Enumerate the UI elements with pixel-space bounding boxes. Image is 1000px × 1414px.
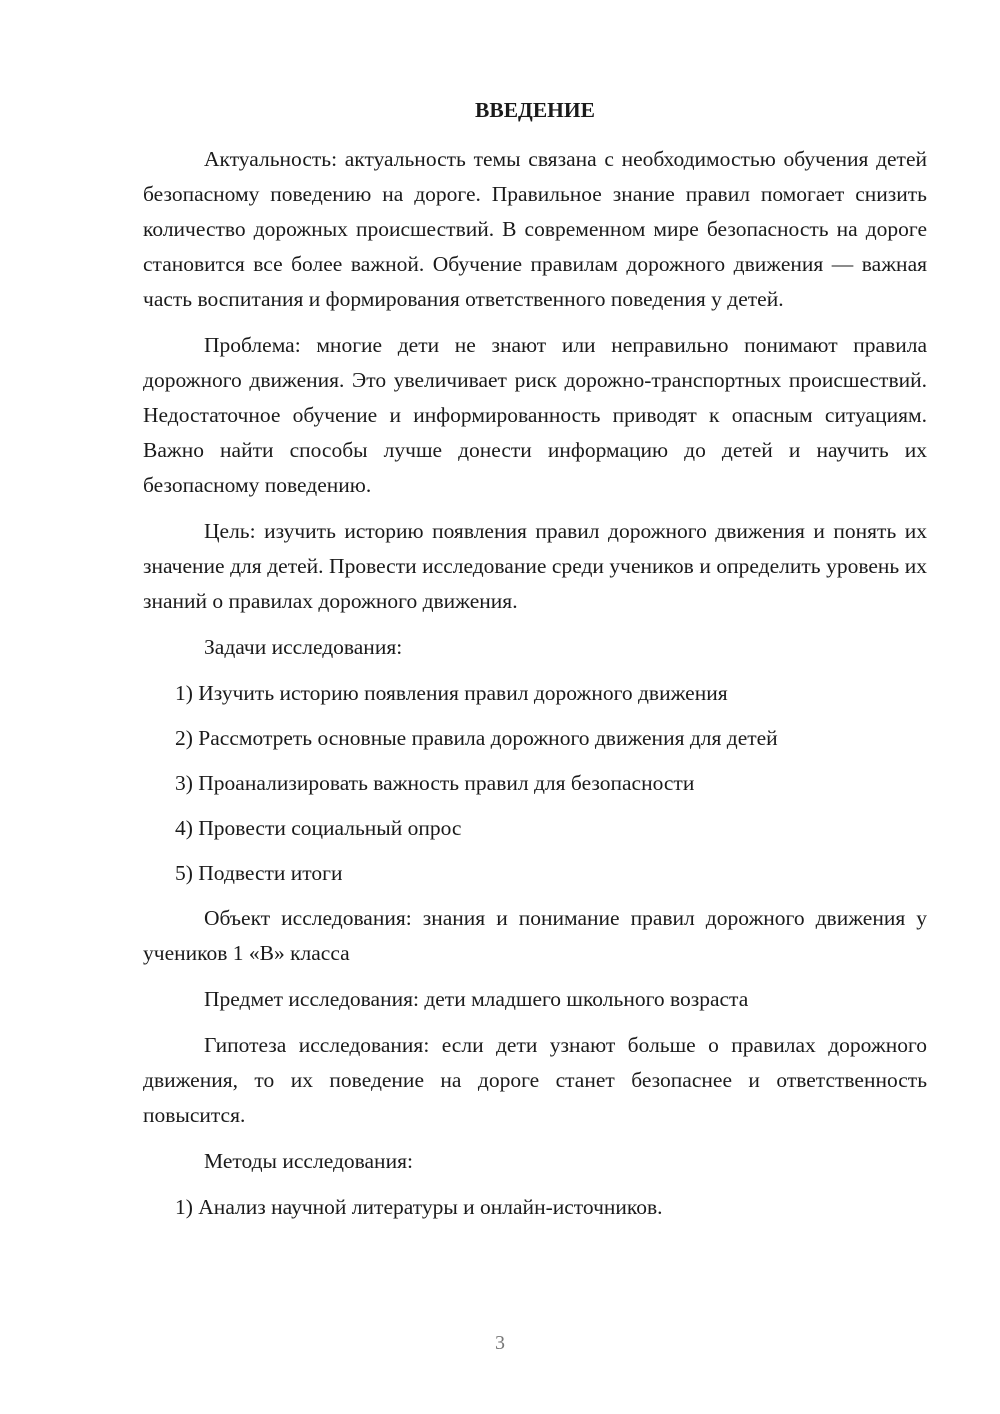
tasks-title: Задачи исследования:: [204, 635, 403, 659]
relevance-paragraph: Актуальность: актуальность темы связана с необходимостью обучения детей безопасному поведению на дороге. Правильное знание правил помогает снизить количество дорожных происшествий. В современном мире безопасность на дороге становится все более важной. Обучение правилам дорожного движения — важная часть воспитания и формирования ответственного поведения у детей.: [143, 147, 927, 311]
task-item: 3) Проанализировать важность правил для безопасности: [175, 771, 695, 795]
document-page: [143, 92, 927, 1235]
hypothesis-paragraph: Гипотеза исследования: если дети узнают больше о правилах дорожного движения, то их поведение на дороге станет безопаснее и ответственность повысится.: [143, 1033, 927, 1127]
task-item: 5) Подвести итоги: [175, 861, 343, 885]
methods-list: [143, 1190, 927, 1225]
task-item: 2) Рассмотреть основные правила дорожного движения для детей: [175, 726, 778, 750]
page-number: 3: [495, 1332, 505, 1354]
tasks-list: [143, 676, 927, 891]
goal-paragraph: Цель: изучить историю появления правил дорожного движения и понять их значение для детей. Провести исследование среди учеников и определить уровень их знаний о правилах дорожного движения.: [143, 519, 927, 613]
object-paragraph: Объект исследования: знания и понимание правил дорожного движения у учеников 1 «В» класса: [143, 906, 927, 965]
section-heading: ВВЕДЕНИЕ: [475, 98, 595, 122]
methods-title: Методы исследования:: [204, 1149, 413, 1173]
task-item: 4) Провести социальный опрос: [175, 816, 462, 840]
problem-paragraph: Проблема: многие дети не знают или неправильно понимают правила дорожного движения. Это увеличивает риск дорожно-транспортных происшествий. Недостаточное обучение и информированность приводят к опасным ситуациям. Важно найти способы лучше донести информацию до детей и научить их безопасному поведению.: [143, 333, 927, 497]
method-item: 1) Анализ научной литературы и онлайн-источников.: [175, 1195, 663, 1219]
subject-paragraph: Предмет исследования: дети младшего школьного возраста: [204, 987, 749, 1011]
task-item: 1) Изучить историю появления правил дорожного движения: [175, 681, 728, 705]
